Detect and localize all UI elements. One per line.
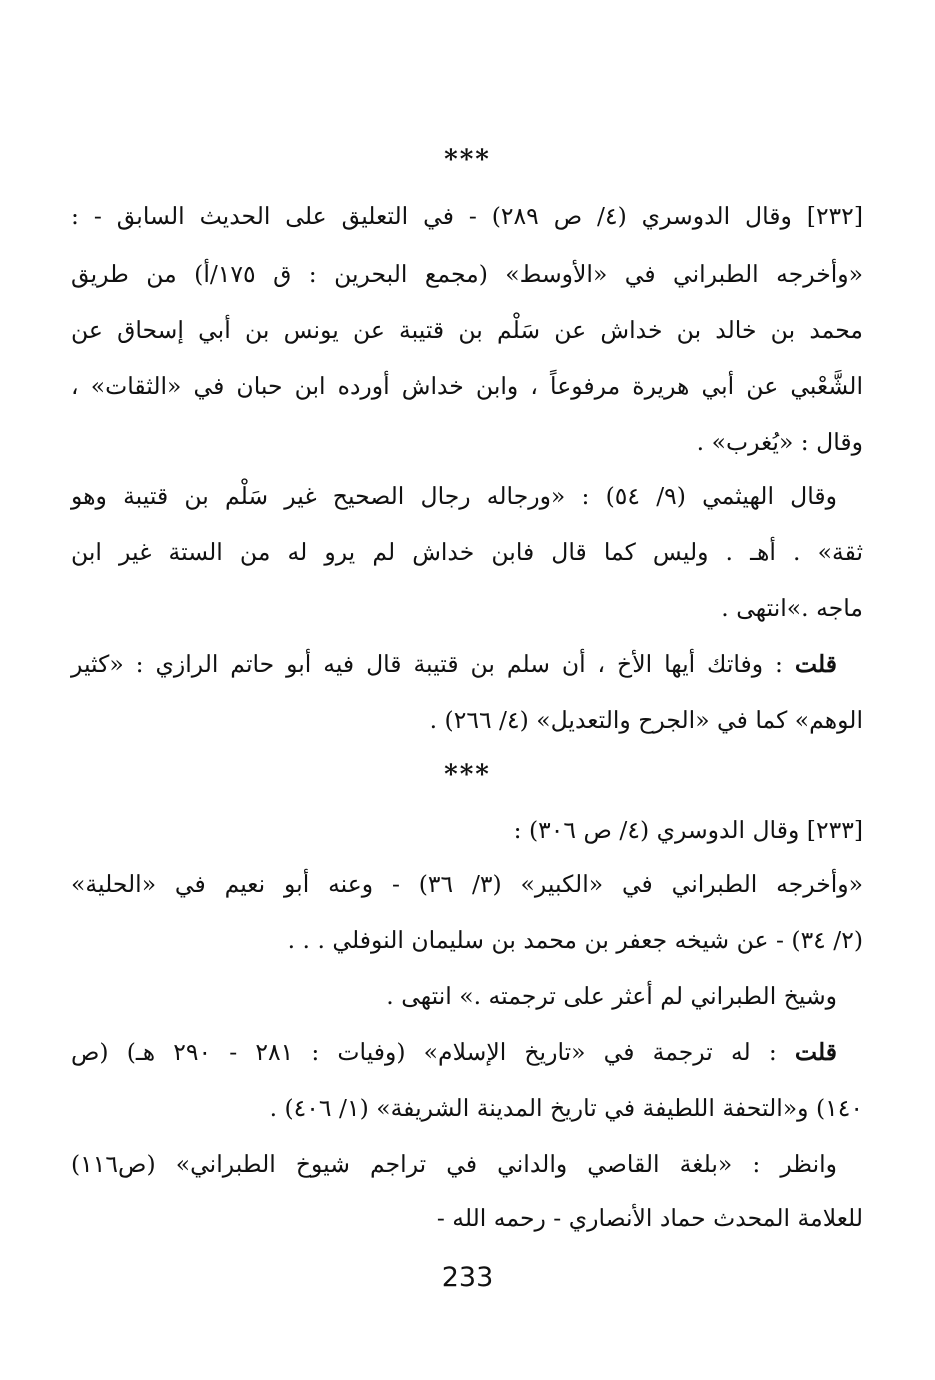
entry-233-line: ١٤٠) و«التحفة اللطيفة في تاريخ المدينة الشريفة» (١/ ٤٠٦) . <box>269 1094 863 1122</box>
comment-text: : وفاتك أيها الأخ ، أن سلم بن قتيبة قال فيه أبو حاتم الرازي : «كثير <box>71 650 783 678</box>
entry-233-line: «وأخرجه الطبراني في «الكبير» (٣/ ٣٦) - وعنه أبو نعيم في «الحلية» <box>71 870 864 898</box>
entry-232-heading: [٢٣٢] وقال الدوسري (٤/ ص ٢٨٩) - في التعليق على الحديث السابق - : <box>71 202 863 230</box>
entry-233-line: للعلامة المحدث حماد الأنصاري - رحمه الله - <box>436 1204 863 1232</box>
entry-233-line: وشيخ الطبراني لم أعثر على ترجمته .» انتهى . <box>386 982 837 1010</box>
entry-232-line: وقال الهيثمي (٩/ ٥٤) : «ورجاله رجال الصحيح غير سَلْم بن قتيبة وهو <box>71 482 837 510</box>
entry-232-line: «وأخرجه الطبراني في «الأوسط» (مجمع البحرين : ق ١٧٥/أ) من طريق <box>71 260 863 288</box>
entry-232-line: ثقة» . أهـ . وليس كما قال فابن خداش لم يرو له من الستة غير ابن <box>71 538 863 566</box>
section-separator: *** <box>444 760 491 790</box>
entry-233-line: (٢/ ٣٤) - عن شيخه جعفر بن محمد بن سليمان النوفلي . . . <box>287 926 863 954</box>
entry-233-comment <box>71 1032 837 1072</box>
entry-232-line: محمد بن خالد بن خداش عن سَلْم بن قتيبة عن يونس بن أبي إسحاق عن <box>71 316 863 344</box>
page-number: 233 <box>441 1262 494 1293</box>
entry-232-line: ماجه .»انتهى . <box>721 594 863 622</box>
entry-232-line: الوهم» كما في «الجرح والتعديل» (٤/ ٢٦٦) . <box>429 706 863 734</box>
entry-232-comment <box>71 644 837 684</box>
qult-label: قلت <box>794 1038 837 1066</box>
entry-232-line: وقال : «يُغرب» . <box>696 428 863 456</box>
qult-label: قلت <box>794 650 837 678</box>
entry-233-heading: [٢٣٣] وقال الدوسري (٤/ ص ٣٠٦) : <box>513 816 863 844</box>
entry-233-line: وانظر : «بلغة القاصي والداني في تراجم شيوخ الطبراني» (ص١١٦) <box>71 1150 837 1178</box>
comment-text: : له ترجمة في «تاريخ الإسلام» (وفيات : ٢٨١ - ٢٩٠ هـ) (ص <box>71 1038 777 1066</box>
section-separator: *** <box>444 145 491 175</box>
entry-232-line: الشَّعْبي عن أبي هريرة مرفوعاً ، وابن خداش أورده ابن حبان في «الثقات» ، <box>71 372 863 400</box>
